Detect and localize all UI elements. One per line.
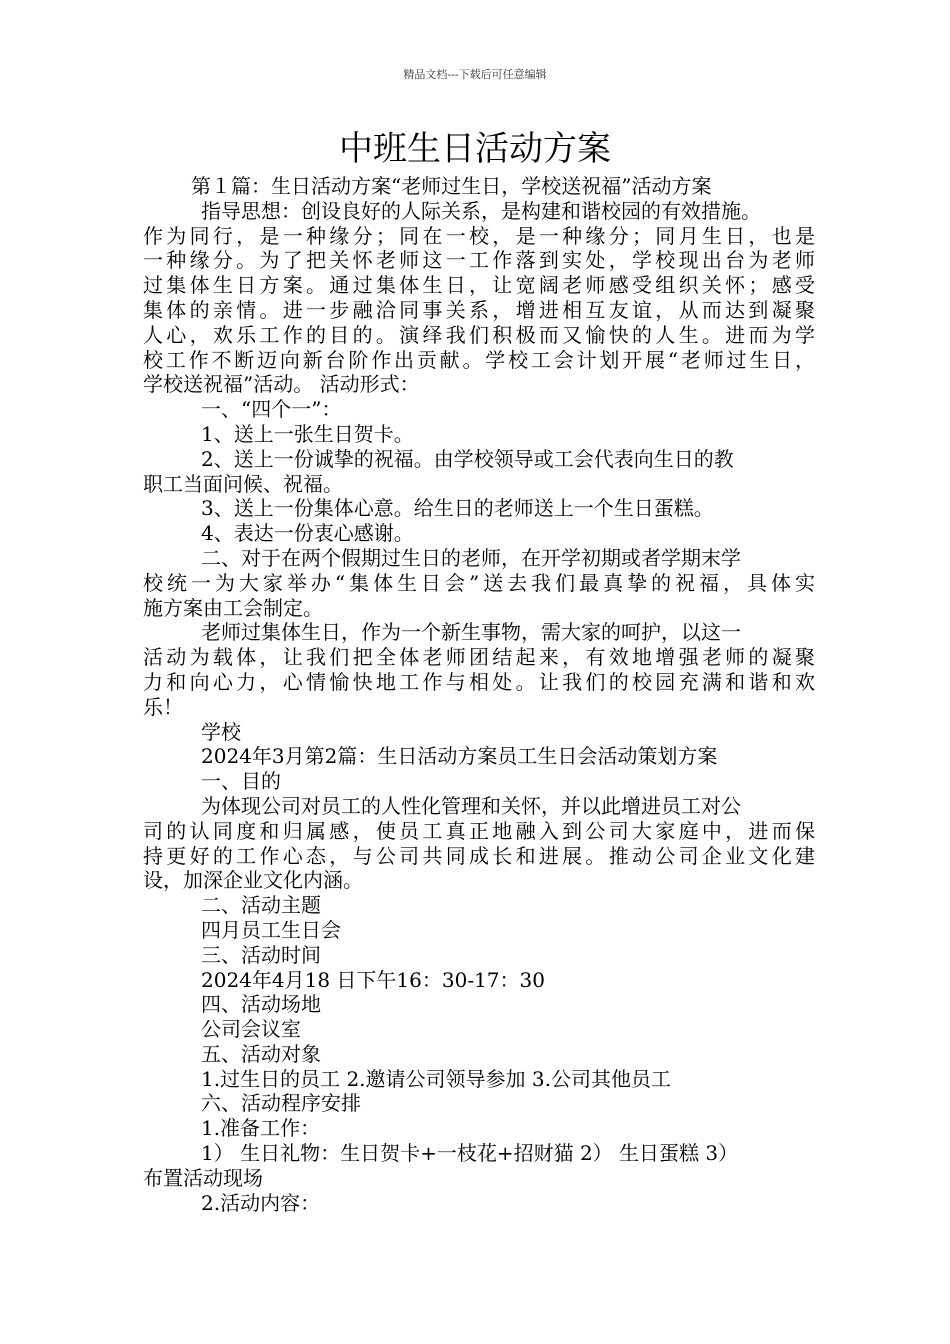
paragraph-line: 2024年3月第2篇：生日活动方案员工生日会活动策划方案	[201, 744, 718, 769]
paragraph-line: 指导思想：创设良好的人际关系，是构建和谐校园的有效措施。	[201, 198, 761, 223]
paragraph-line: 1） 生日礼物：生日贺卡+一枝花+招财猫 2） 生日蛋糕 3）	[201, 1141, 739, 1166]
paragraph-line: 老师过集体生日，作为一个新生事物，需大家的呵护，以这一	[201, 620, 741, 645]
paragraph-line: 二、对于在两个假期过生日的老师，在开学初期或者学期末学	[201, 545, 741, 570]
paragraph-line: 活动为载体，让我们把全体老师团结起来，有效地增强老师的凝聚	[143, 645, 815, 670]
paragraph-line: 司的认同度和归属感，使员工真正地融入到公司大家庭中，进而保	[143, 818, 815, 843]
paragraph-line: 一种缘分。为了把关怀老师这一工作落到实处，学校现出台为老师	[143, 248, 815, 273]
paragraph-line: 布置活动现场	[143, 1165, 263, 1190]
document-title: 中班生日活动方案	[339, 129, 611, 169]
paragraph-line: 为体现公司对员工的人性化管理和关怀，并以此增进员工对公	[201, 793, 741, 818]
paragraph-line: 乐！	[143, 694, 183, 719]
page-header: 精品文档---下载后可任意编辑	[403, 68, 547, 81]
paragraph-line: 四、活动场地	[201, 992, 321, 1017]
paragraph-line: 施方案由工会制定。	[143, 595, 323, 620]
paragraph-line: 4、表达一份衷心感谢。	[201, 521, 414, 546]
paragraph-line: 公司会议室	[201, 1017, 301, 1042]
paragraph-line: 四月员工生日会	[201, 917, 341, 942]
paragraph-line: 一、目的	[201, 769, 281, 794]
paragraph-line: 职工当面问候、祝福。	[143, 471, 343, 496]
paragraph-line: 三、活动时间	[201, 942, 321, 967]
paragraph-line: 过集体生日方案。通过集体生日，让宽阔老师感受组织关怀；感受	[143, 273, 815, 298]
paragraph-line: 2024年4月18 日下午16：30-17：30	[201, 967, 545, 992]
paragraph-line: 学校送祝福”活动。 活动形式：	[143, 372, 420, 397]
paragraph-line: 2、送上一份诚挚的祝福。由学校领导或工会代表向生日的教	[201, 446, 734, 471]
paragraph-line: 六、活动程序安排	[201, 1091, 361, 1116]
paragraph-line: 1.准备工作：	[201, 1116, 321, 1141]
paragraph-line: 二、活动主题	[201, 893, 321, 918]
paragraph-line: 力和向心力，心情愉快地工作与相处。让我们的校园充满和谐和欢	[143, 669, 815, 694]
paragraph-line: 2.活动内容：	[201, 1190, 321, 1215]
paragraph-line: 作为同行，是一种缘分；同在一校，是一种缘分；同月生日，也是	[143, 223, 815, 248]
document-body	[143, 174, 815, 1215]
paragraph-line: 学校	[201, 719, 241, 744]
paragraph-line: 持更好的工作心态，与公司共同成长和进展。推动公司企业文化建	[143, 843, 815, 868]
paragraph-line: 集体的亲情。进一步融洽同事关系，增进相互友谊，从而达到凝聚	[143, 297, 815, 322]
paragraph-line: 1、送上一张生日贺卡。	[201, 421, 414, 446]
paragraph-line: 设，加深企业文化内涵。	[143, 868, 363, 893]
paragraph-line: 校统一为大家举办“集体生日会”送去我们最真挚的祝福，具体实	[143, 570, 815, 595]
paragraph-line: 五、活动对象	[201, 1041, 321, 1066]
paragraph-line: 3、送上一份集体心意。给生日的老师送上一个生日蛋糕。	[201, 496, 714, 521]
paragraph-line: 人心，欢乐工作的目的。演绎我们积极而又愉快的人生。进而为学	[143, 322, 815, 347]
paragraph-line: 第１篇：生日活动方案“老师过生日，学校送祝福”活动方案	[191, 174, 712, 198]
paragraph-line: 一、“四个一”：	[201, 397, 342, 422]
paragraph-line: 校工作不断迈向新台阶作出贡献。学校工会计划开展“老师过生日，	[143, 347, 815, 372]
paragraph-line: 1.过生日的员工 2.邀请公司领导参加 3.公司其他员工	[201, 1066, 671, 1091]
